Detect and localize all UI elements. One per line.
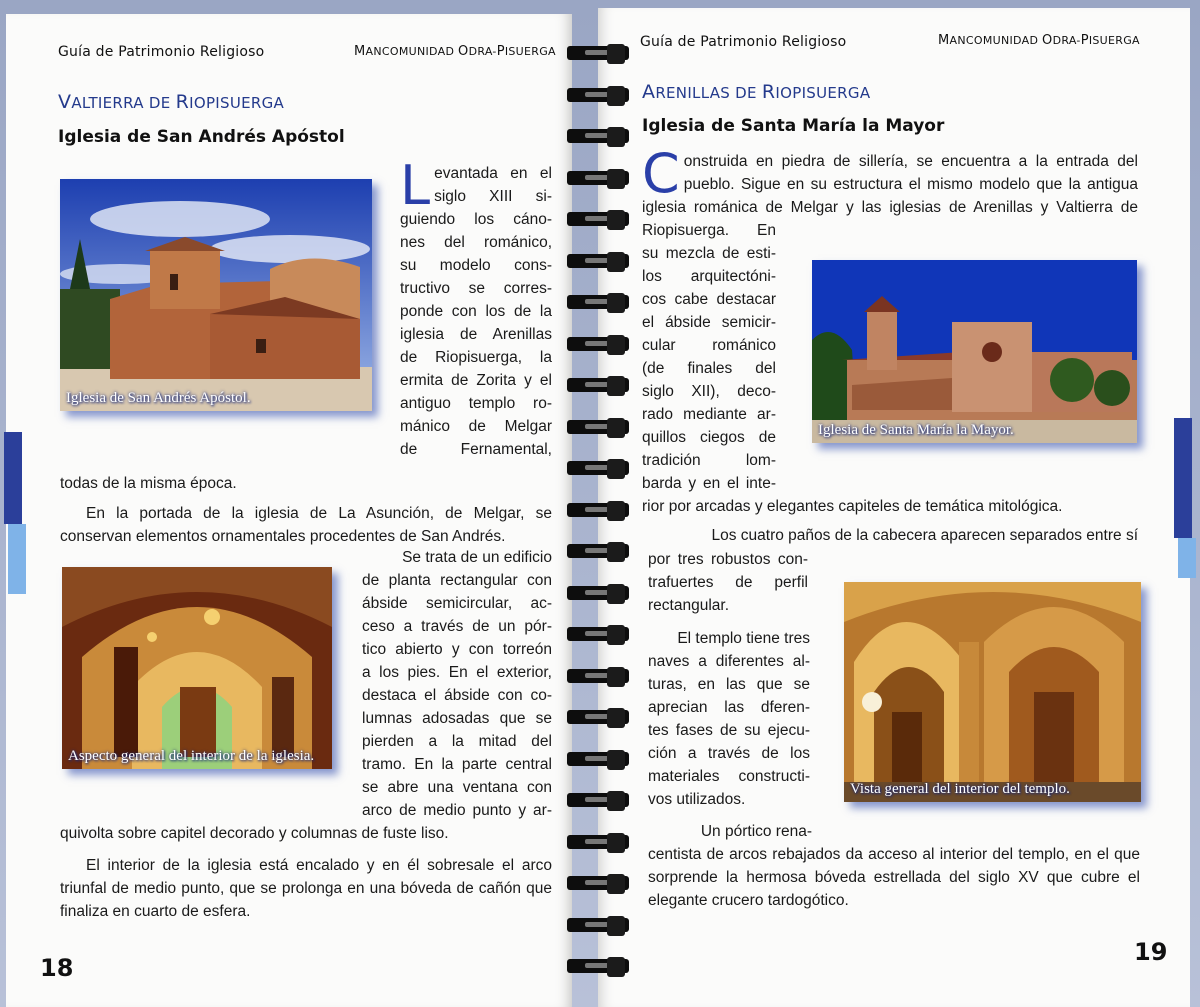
church-interior-image [844, 582, 1141, 802]
photo-caption: Iglesia de San Andrés Apóstol. [66, 390, 251, 406]
location-heading: VALTIERRA DE RIOPISUERGA [58, 91, 285, 113]
paragraph-portico-first: Un pórtico rena- [700, 823, 812, 840]
binding-ring [567, 210, 635, 230]
left-page [6, 14, 572, 1007]
paragraph-portico: centista de arcos rebajados da acceso al interior del templo, en el que sorprende la hermosa bóveda estrellada del siglo XV que cubre el elegante crucero tardogótico. [648, 846, 1140, 909]
page-number: 19 [1134, 938, 1168, 966]
right-edge-tab-light [1178, 538, 1196, 578]
binding-ring [567, 501, 635, 521]
dropcap: C [642, 142, 680, 205]
left-edge-tab [4, 432, 22, 524]
binding-ring [567, 376, 635, 396]
intro-end: rior por arcadas y elegantes capiteles de temática mitológica. [642, 498, 1063, 515]
paragraph-portada: En la portada de la iglesia de La Asunción, de Melgar, se conservan elementos ornamentales procedentes de San Andrés. [60, 505, 552, 545]
paragraph-cabecera-first: Los cuatro paños de la cabecera aparecen separados entre sí [711, 527, 1138, 544]
binding-ring [567, 708, 635, 728]
binding-ring [567, 252, 635, 272]
photo-church-exterior [812, 260, 1137, 443]
binding-ring [567, 459, 635, 479]
paragraph-cabecera: por tres robustos con- trafuertes de perfil rectangular. [648, 551, 808, 614]
binding-ring [567, 169, 635, 189]
binding-ring [567, 86, 635, 106]
left-edge-tab-light [8, 524, 26, 594]
right-page [598, 8, 1190, 1007]
binding-ring [567, 44, 635, 64]
binding-ring [567, 335, 635, 355]
binding-ring [567, 957, 635, 977]
church-interior-image [62, 567, 332, 769]
dropcap: L [400, 154, 431, 217]
binding-ring [567, 874, 635, 894]
header-mancomunidad: MANCOMUNIDAD ODRA-PISUERGA [938, 33, 1140, 48]
photo-caption: Iglesia de Santa María la Mayor. [818, 422, 1014, 438]
header-mancomunidad: MANCOMUNIDAD ODRA-PISUERGA [354, 44, 556, 59]
binding-ring [567, 791, 635, 811]
binding-ring [567, 127, 635, 147]
paragraph-interior: El interior de la iglesia está encalado y en él sobresale el arco triunfal de medio punto, que se prolonga en una bóveda de cañón que finaliza en cuarto de esfera. [60, 857, 552, 920]
right-edge-tab [1174, 418, 1192, 538]
church-title: Iglesia de Santa María la Mayor [642, 116, 945, 136]
photo-church-interior [844, 582, 1141, 802]
photo-caption: Aspecto general del interior de la iglesia. [68, 748, 315, 764]
binding-ring [567, 293, 635, 313]
header-guide-title: Guía de Patrimonio Religioso [640, 34, 847, 50]
binding-ring [567, 667, 635, 687]
binding-ring [567, 418, 635, 438]
binding-ring [567, 916, 635, 936]
binding-ring [567, 542, 635, 562]
church-title: Iglesia de San Andrés Apóstol [58, 127, 345, 147]
page-number: 18 [40, 954, 74, 982]
photo-caption: Vista general del interior del templo. [850, 781, 1070, 797]
binding-ring [567, 833, 635, 853]
header-guide-title: Guía de Patrimonio Religioso [58, 44, 265, 60]
paragraph-edificio: Se trata de un edificio de planta rectangular con ábside semicircular, ac- ceso a través de un pór- tico abierto y con torreón a los pies. En el exterior, destaca el ábside con co- lumnas adosadas que se pierden a la mitad del tramo. En la parte central se abre una ventana con arco de medio punto y ar- [362, 549, 552, 819]
church-exterior-image [60, 179, 372, 411]
photo-church-interior [62, 567, 332, 769]
photo-church-exterior [60, 179, 372, 411]
paragraph-edificio-end: quivolta sobre capitel decorado y columnas de fuste liso. [60, 825, 449, 842]
intro-paragraph-end: todas de la misma época. [60, 475, 237, 492]
intro-paragraph: C onstruida en piedra de sillería, se encuentra a la entrada del pueblo. Sigue en su estructura el mismo modelo que la antigua iglesia románica de Melgar y las iglesias de Arenillas y Valtierra de [642, 142, 1138, 216]
intro-narrow-column: Riopisuerga. En su mezcla de esti- los arquitectóni- cos cabe destacar el ábside semicir- cular románico (de finales del siglo XII), deco- rado mediante ar- quillos ciegos de tradición lom- barda y en el inte- [642, 222, 776, 492]
paragraph-naves: El templo tiene tres naves a diferentes al- turas, en las que se aprecian las dferen- tes fases de su ejecu- ción a través de los materiales constructi- vos utilizados. [648, 630, 810, 808]
location-heading: ARENILLAS DE RIOPISUERGA [642, 81, 871, 103]
church-exterior-image [812, 260, 1137, 443]
intro-paragraph: L evantada en el siglo XIII si- guiendo los cáno- nes del románico, su modelo cons- tructivo se corres- ponde con los de la iglesia de Arenillas de Riopisuerga, la ermita de Zorita y el antiguo templo ro- mánico de Melgar de Fernamental, [400, 154, 552, 458]
binding-ring [567, 584, 635, 604]
binding-ring [567, 750, 635, 770]
binding-ring [567, 625, 635, 645]
